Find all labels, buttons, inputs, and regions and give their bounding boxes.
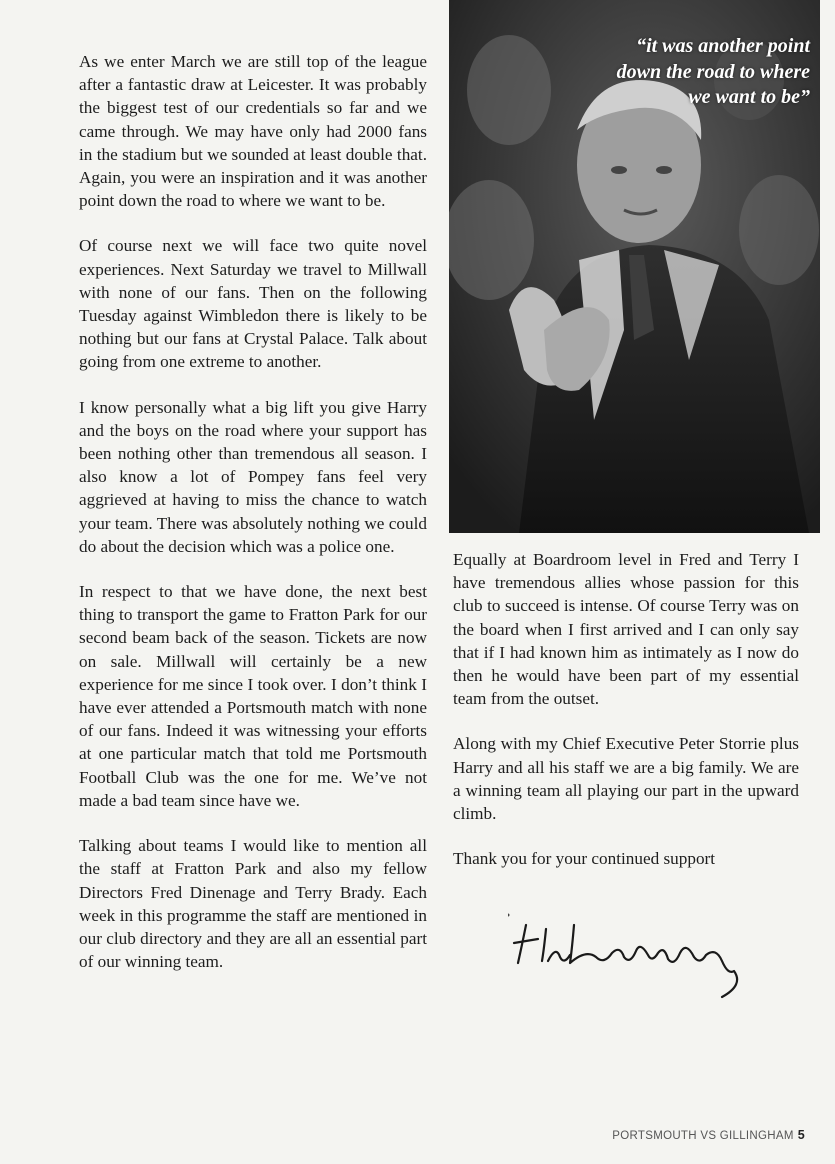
paragraph: In respect to that we have done, the next best thing to transport the game to Fratton Park for our second beam back of the season. Tickets are now on sale. Millwall will certainly be a new experience for me since I took over. I don’t think I have ever attended a Portsmouth match with none of our fans. Indeed it was witnessing your efforts at one particular match that told me Portsmouth Football Club was the one for me. We’ve not made a bad team since have we. bbox=[79, 582, 427, 810]
paragraph: Along with my Chief Executive Peter Storrie plus Harry and all his staff we are a big family. We are a winning team all playing our part in the upward climb. bbox=[453, 734, 799, 824]
chairman-signature bbox=[508, 905, 768, 1005]
signature-drawing bbox=[508, 905, 768, 1005]
page-footer bbox=[612, 1128, 805, 1142]
article-left-column bbox=[79, 50, 427, 995]
paragraph: I know personally what a big lift you give Harry and the boys on the road where your support has been nothing other than tremendous all season. I also know a lot of Pompey fans feel very aggrieved at having to miss the chance to watch your team. There was absolutely nothing we could do about the decision which was a police one. bbox=[79, 397, 427, 556]
pull-quote: “it was another point down the road to where we want to be” bbox=[616, 35, 810, 108]
footer-match: PORTSMOUTH VS GILLINGHAM bbox=[612, 1130, 794, 1142]
paragraph: Of course next we will face two quite novel experiences. Next Saturday we travel to Millwall with none of our fans. Then on the following Tuesday against Wimbledon there is likely to be nothing but our fans at Crystal Palace. Talk about going from one extreme to another. bbox=[79, 236, 427, 372]
paragraph: Equally at Boardroom level in Fred and Terry I have tremendous allies whose passion for this club to succeed is intense. Of course Terry was on the board when I first arrived and I can only say that if I had known him as intimately as I now do then he would have been part of my essential team from the outset. bbox=[453, 550, 799, 709]
paragraph: As we enter March we are still top of the league after a fantastic draw at Leicester. It was probably the biggest test of our credentials so far and we came through. We may have only had 2000 fans in the stadium but we sounded at least double that. Again, you were an inspiration and it was another point down the road to where we want to be. bbox=[79, 52, 427, 211]
page-number: 5 bbox=[797, 1128, 805, 1142]
paragraph: Talking about teams I would like to mention all the staff at Fratton Park and also my fellow Directors Fred Dinenage and Terry Brady. Each week in this programme the staff are mentioned in our club directory and they are all an essential part of our winning team. bbox=[79, 836, 427, 972]
paragraph: Thank you for your continued support bbox=[453, 849, 716, 869]
article-right-column bbox=[453, 548, 799, 892]
chairman-photo bbox=[449, 0, 820, 533]
